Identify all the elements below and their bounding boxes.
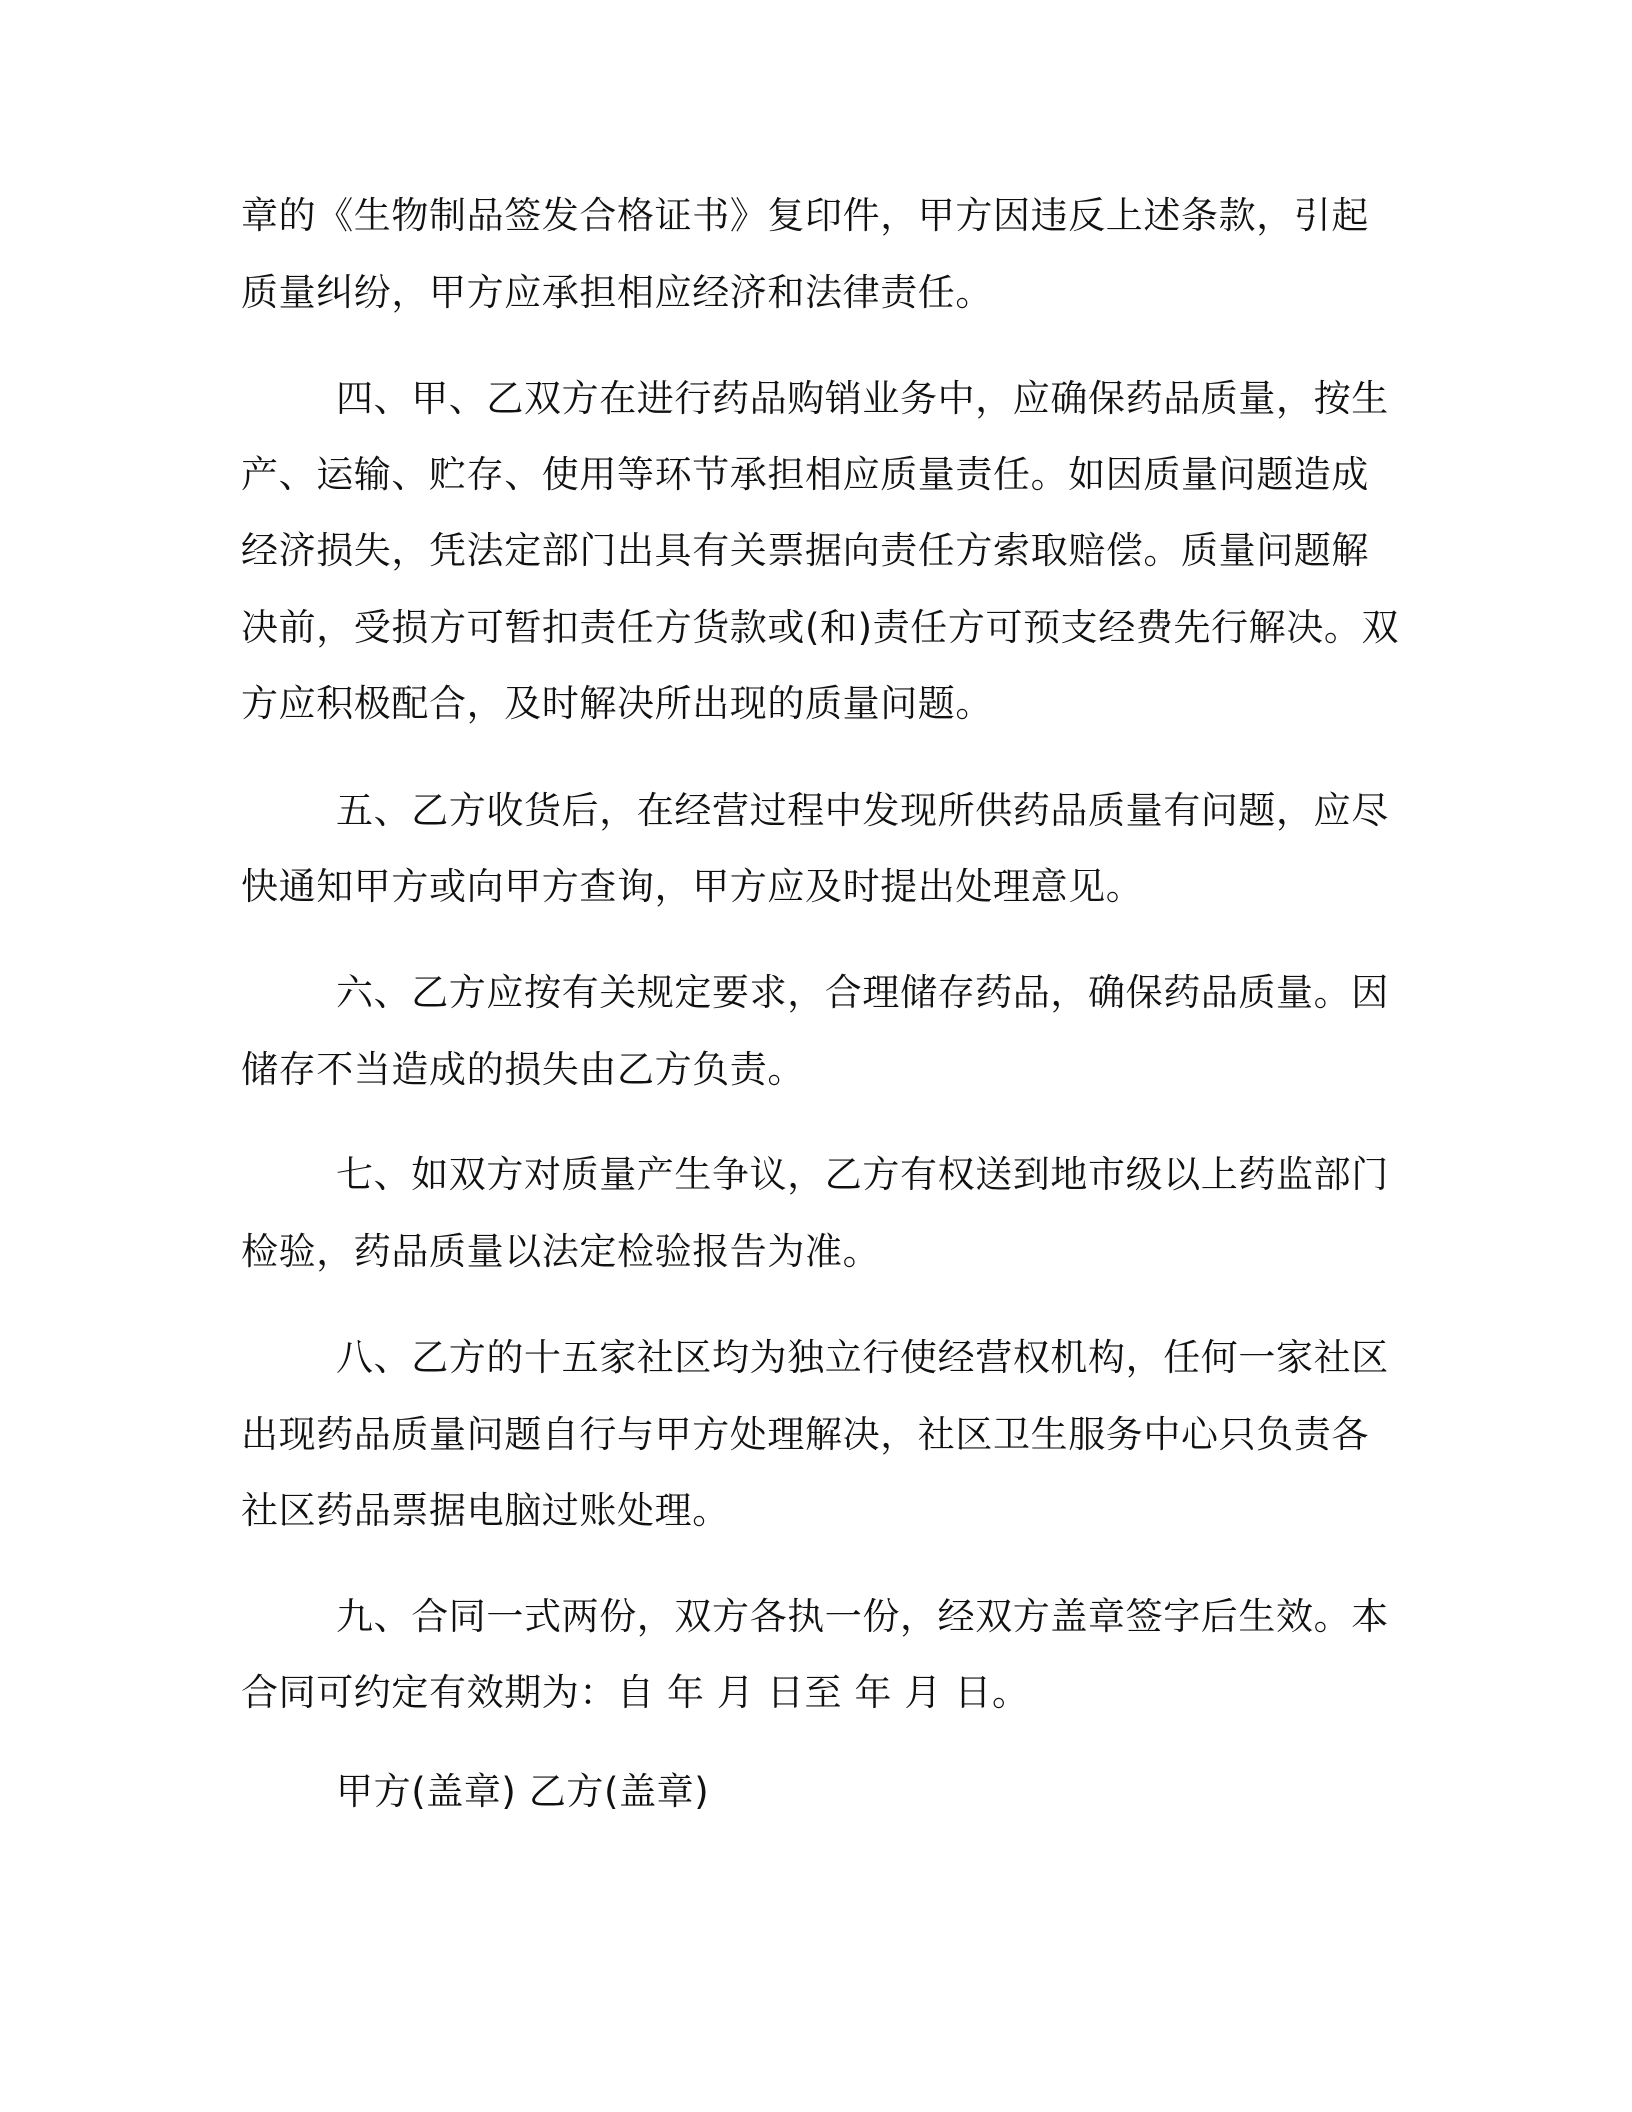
clause-9-line-1: 九、合同一式两份，双方各执一份，经双方盖章签字后生效。本 [336,1595,1389,1638]
clause-9-line-2: 合同可约定有效期为：自 年 月 日至 年 月 日。 [241,1671,1030,1714]
clause-8-line-2: 出现药品质量问题自行与甲方处理解决，社区卫生服务中心只负责各 [241,1413,1369,1456]
clause-5-line-1: 五、乙方收货后，在经营过程中发现所供药品质量有问题，应尽 [336,789,1389,832]
clause-7-line-1: 七、如双方对质量产生争议，乙方有权送到地市级以上药监部门 [336,1153,1389,1196]
clause-4-line-1: 四、甲、乙双方在进行药品购销业务中，应确保药品质量，按生 [336,377,1389,420]
clause-7-line-2: 检验，药品质量以法定检验报告为准。 [241,1230,881,1273]
clause-4-line-3: 经济损失，凭法定部门出具有关票据向责任方索取赔偿。质量问题解 [241,529,1369,572]
clause-8-line-3: 社区药品票据电脑过账处理。 [241,1489,730,1532]
clause-3-line-2: 章的《生物制品签发合格证书》复印件，甲方因违反上述条款，引起 [241,194,1369,237]
clause-6-line-1: 六、乙方应按有关规定要求，合理储存药品，确保药品质量。因 [336,971,1389,1014]
clause-3-line-3: 质量纠纷，甲方应承担相应经济和法律责任。 [241,271,993,314]
clause-4-line-2: 产、运输、贮存、使用等环节承担相应质量责任。如因质量问题造成 [241,453,1369,496]
clause-8-line-1: 八、乙方的十五家社区均为独立行使经营权机构，任何一家社区 [336,1336,1389,1379]
clause-4-line-4: 决前，受损方可暂扣责任方货款或(和)责任方可预支经费先行解决。双 [241,606,1400,649]
clause-4-line-5: 方应积极配合，及时解决所出现的质量问题。 [241,682,993,725]
signature-line: 甲方(盖章) 乙方(盖章) [336,1770,710,1813]
clause-6-line-2: 储存不当造成的损失由乙方负责。 [241,1048,805,1091]
clause-5-line-2: 快通知甲方或向甲方查询，甲方应及时提出处理意见。 [241,865,1144,908]
